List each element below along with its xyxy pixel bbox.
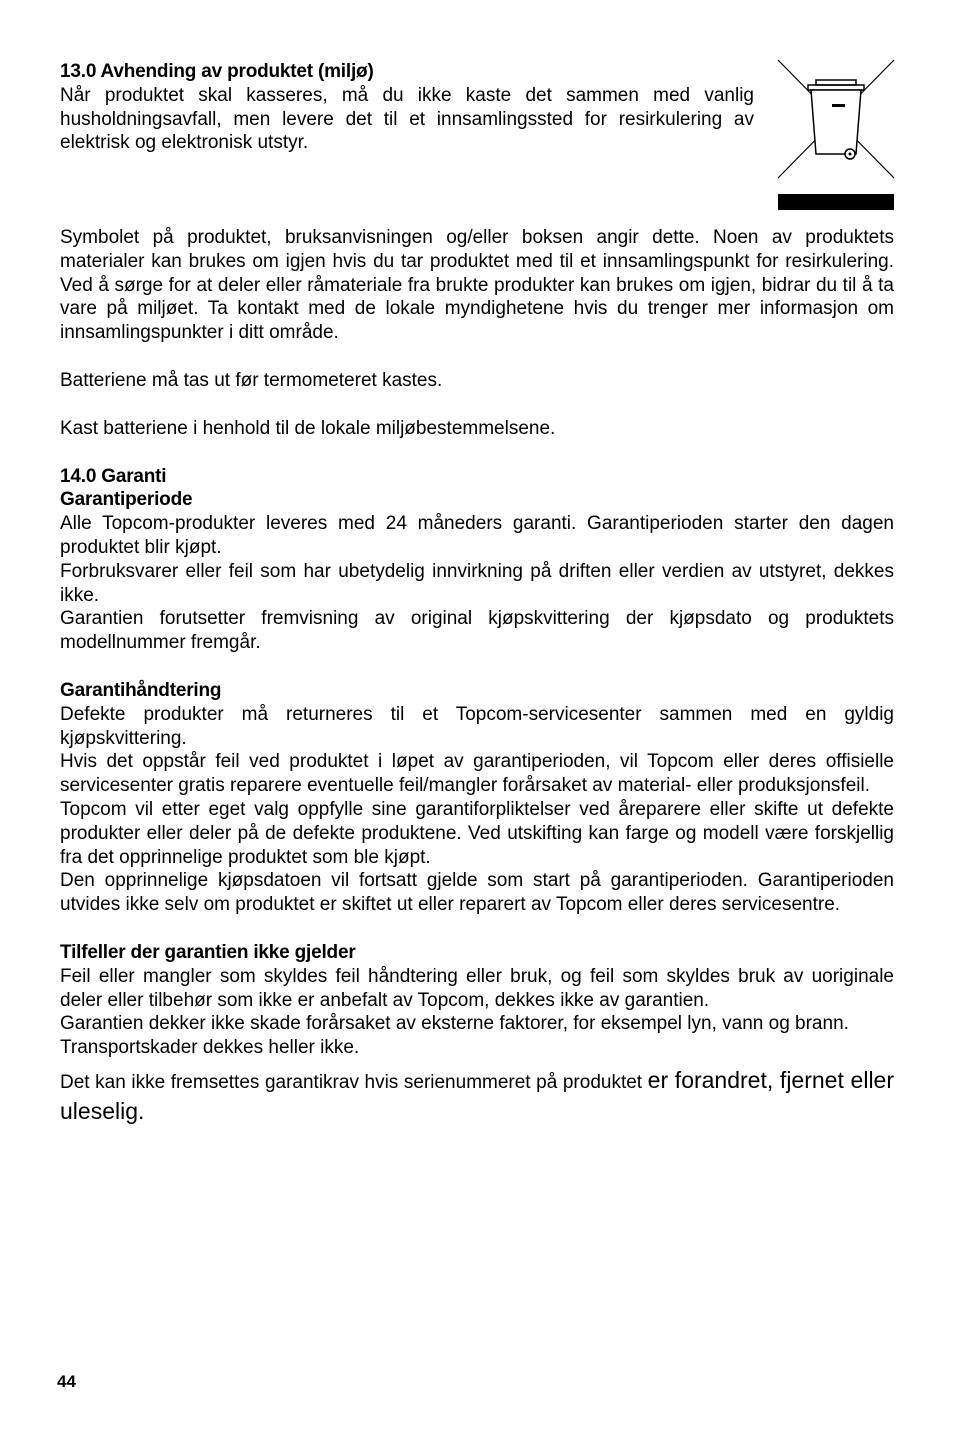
paragraph: Hvis det oppstår feil ved produktet i løpet av garantiperioden, vil Topcom eller deres offisielle servicesenter gratis reparere eventuelle feil/mangler forårsaket av material- eller produksjonsfeil. — [60, 751, 894, 797]
section-14-heading: 14.0 Garanti — [60, 465, 167, 487]
paragraph: Garantien forutsetter fremvisning av original kjøpskvittering der kjøpsdato og produktets modellnummer fremgår. — [60, 608, 894, 654]
paragraph: Topcom vil etter eget valg oppfylle sine garantiforpliktelser ved åreparere eller skifte ut defekte produkter eller deler på de defekte produktene. Ved utskifting kan farge og modell være forskjellig fra det opprinnelige produktet som ble kjøpt. — [60, 798, 894, 868]
crossed-out-wheelie-bin-icon — [776, 58, 896, 212]
section-13-intro-text: Når produktet skal kasseres, må du ikke kaste det sammen med vanlig husholdningsavfall, men levere det til et innsamlingssted for resirkulering av elektrisk og elektronisk utstyr. — [60, 84, 754, 154]
section-13-heading: 13.0 Avhending av produktet (miljø) — [60, 61, 374, 82]
paragraph: Transportskader dekkes heller ikke. — [60, 1037, 360, 1059]
final-paragraph — [60, 1066, 894, 1128]
paragraph: Garantien dekker ikke skade forårsaket av eksterne faktorer, for eksempel lyn, vann og brann. — [60, 1013, 849, 1035]
section-13-body — [60, 226, 894, 1128]
section-13-paragraph: Kast batteriene i henhold til de lokale miljøbestemmelsene. — [60, 417, 556, 439]
section-13-intro — [60, 60, 754, 155]
subsection-heading: Garantiperiode — [60, 489, 193, 511]
paragraph: Den opprinnelige kjøpsdatoen vil fortsatt gjelde som start på garantiperioden. Garantiperioden utvides ikke selv om produktet er skiftet ut eller reparert av Topcom eller deres servicesentre. — [60, 870, 894, 916]
paragraph: Defekte produkter må returneres til et Topcom-servicesenter sammen med en gyldig kjøpskvittering. — [60, 703, 894, 749]
paragraph: Feil eller mangler som skyldes feil håndtering eller bruk, og feil som skyldes bruk av uoriginale deler eller tilbehør som ikke er anbefalt av Topcom, dekkes ikke av garantien. — [60, 965, 894, 1011]
paragraph: Forbruksvarer eller feil som har ubetydelig innvirkning på driften eller verdien av utstyret, dekkes ikke. — [60, 560, 894, 606]
final-paragraph-start: Det kan ikke fremsettes garantikrav hvis serienummeret på produktet — [60, 1071, 643, 1093]
section-13-paragraph: Symbolet på produktet, bruksanvisningen og/eller boksen angir dette. Noen av produktets materialer kan brukes om igjen hvis du tar produktet med til et innsamlingspunkt for resirkulering. Ved å sørge for at deler eller råmateriale fra brukte produkter kan brukes om igjen, bidrar du til å ta vare på miljøet. Ta kontakt med de lokale myndighetene hvis du trenger mer informasjon om innsamlingspunkter i ditt område. — [60, 227, 894, 344]
final-paragraph-end: er forandret, fjernet eller uleselig. — [60, 1066, 895, 1124]
page-number: 44 — [57, 1372, 76, 1391]
subsection-heading: Garantihåndtering — [60, 679, 222, 701]
section-13-paragraph: Batteriene må tas ut før termometeret kastes. — [60, 369, 443, 391]
paragraph: Alle Topcom-produkter leveres med 24 måneders garanti. Garantiperioden starter den dagen produktet blir kjøpt. — [60, 513, 894, 558]
subsection-heading: Tilfeller der garantien ikke gjelder — [60, 941, 356, 963]
